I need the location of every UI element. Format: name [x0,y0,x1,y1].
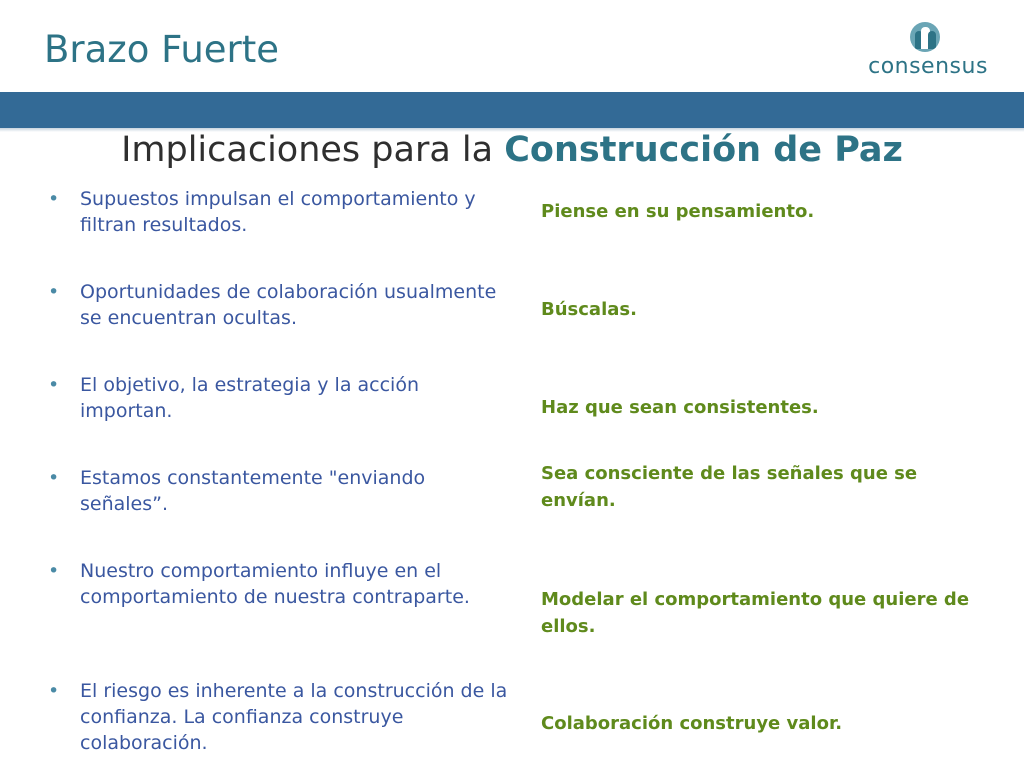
implication-item: Sea consciente de las señales que se envían. [541,463,918,511]
slide-title-plain: Implicaciones para la [121,130,505,170]
bullet-text: Estamos constantemente "enviando señales”. [80,467,426,515]
people-icon [910,22,940,52]
bullet-dot: • [48,374,60,396]
header-band [0,92,1024,128]
bullet-text: Oportunidades de colaboración usualmente se encuentran ocultas. [80,281,497,329]
bullet-dot: • [48,281,60,303]
header-title: Brazo Fuerte [44,28,280,71]
bullet-text: El objetivo, la estrategia y la acción importan. [80,374,419,422]
logo-text: consensus [868,54,988,79]
bullet-dot: • [48,188,60,210]
implication-item: Búscalas. [541,299,637,320]
slide-title-bold: Construcción de Paz [504,130,903,170]
implication-item: Modelar el comportamiento que quiere de ellos. [541,589,970,637]
implication-item: Colaboración construye valor. [541,713,843,734]
implication-item: Piense en su pensamiento. [541,201,815,222]
bullet-dot: • [48,467,60,489]
slide-title [0,130,1024,170]
bullet-text: Supuestos impulsan el comportamiento y filtran resultados. [80,188,476,236]
bullet-dot: • [48,680,60,702]
consensus-logo [868,22,988,82]
bullet-text: Nuestro comportamiento influye en el comportamiento de nuestra contraparte. [80,560,470,608]
implication-item: Haz que sean consistentes. [541,397,819,418]
bullet-text: El riesgo es inherente a la construcción de la confianza. La confianza construye colaboración. [80,680,508,754]
bullet-dot: • [48,560,60,582]
